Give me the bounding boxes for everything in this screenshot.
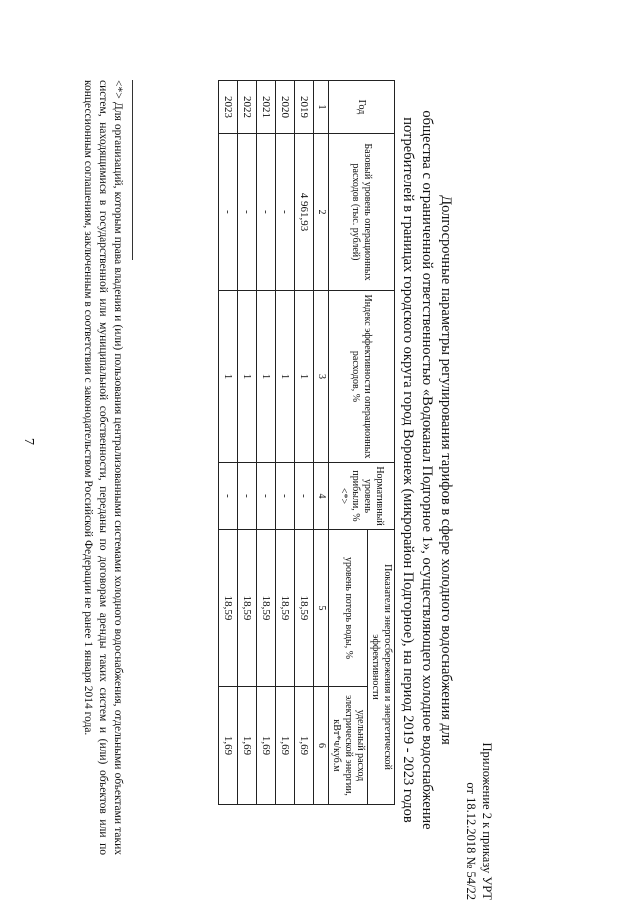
cell-year: 2023 (219, 81, 238, 134)
cell-year: 2021 (257, 81, 276, 134)
cell-base-level: - (238, 134, 257, 291)
cell-water-loss: 18,59 (295, 530, 314, 687)
document-title (398, 40, 455, 900)
column-number: 6 (314, 687, 329, 805)
table-row (257, 81, 276, 805)
table-row (295, 81, 314, 805)
cell-base-level: - (219, 134, 238, 291)
cell-year: 2019 (295, 81, 314, 134)
cell-base-level: 4 961,93 (295, 134, 314, 291)
cell-efficiency-index: 1 (219, 291, 238, 463)
header-base-level: Базовый уровень операционных расходов (тыс. рублей) (329, 134, 395, 291)
column-number: 4 (314, 463, 329, 530)
cell-normative-profit: - (276, 463, 295, 530)
cell-water-loss: 18,59 (276, 530, 295, 687)
cell-water-loss: 18,59 (238, 530, 257, 687)
cell-electricity: 1,69 (276, 687, 295, 805)
cell-normative-profit: - (257, 463, 276, 530)
cell-water-loss: 18,59 (219, 530, 238, 687)
cell-electricity: 1,69 (257, 687, 276, 805)
cell-efficiency-index: 1 (257, 291, 276, 463)
header-efficiency-index: Индекс эффективности операционных расходов, % (329, 291, 395, 463)
tariff-parameters-table (218, 80, 395, 805)
cell-efficiency-index: 1 (295, 291, 314, 463)
table-row (219, 81, 238, 805)
table-row (238, 81, 257, 805)
header-electricity: удельный расход электрической энергии, кВт*ч/куб.м (329, 687, 368, 805)
column-number: 2 (314, 134, 329, 291)
header-water-loss: уровень потерь воды, % (329, 530, 368, 687)
appendix-line-1: Приложение 2 к приказу УРТ (480, 742, 494, 900)
title-line-2: общества с ограниченной ответственностью «Водоканал Подгорное 1», осуществляющего холодное водоснабжение (419, 110, 435, 830)
document-sheet (25, 40, 495, 900)
cell-base-level: - (257, 134, 276, 291)
header-normative-profit: Нормативный уровень прибыли, % <*> (329, 463, 395, 530)
cell-year: 2022 (238, 81, 257, 134)
cell-water-loss: 18,59 (257, 530, 276, 687)
cell-electricity: 1,69 (238, 687, 257, 805)
header-energy-group: Показатели энергосбережения и энергетической эффективности (368, 530, 395, 805)
column-number: 5 (314, 530, 329, 687)
table-row (276, 81, 295, 805)
title-line-3: потребителей в границах городского округа город Воронеж (микрорайон Подгорное), на период 2019 - 2023 годов (400, 117, 416, 823)
cell-electricity: 1,69 (219, 687, 238, 805)
appendix-line-2: от 18.12.2018 № 54/22 (464, 782, 478, 900)
appendix-header (463, 640, 495, 900)
column-number-row (314, 81, 329, 805)
cell-normative-profit: - (295, 463, 314, 530)
cell-normative-profit: - (238, 463, 257, 530)
column-number: 1 (314, 81, 329, 134)
page-number: 7 (21, 438, 36, 445)
footnote-divider (132, 80, 133, 260)
footnote: <*> Для организаций, которым права владения и (или) пользования централизованными системами холодного водоснабжения, отдельными объектами таких систем, находящимися в государственной или муниципальной собственности, переданы по договорам аренды таких систем и (или) объектов или по концессионным соглашениям, заключенным в соответствии с законодательством Российской Федерации не ранее 1 января 2014 года. (82, 80, 124, 855)
cell-electricity: 1,69 (295, 687, 314, 805)
cell-year: 2020 (276, 81, 295, 134)
cell-base-level: - (276, 134, 295, 291)
header-year: Год (329, 81, 395, 134)
title-line-1: Долгосрочные параметры регулирования тарифов в сфере холодного водоснабжения для (438, 195, 454, 745)
column-number: 3 (314, 291, 329, 463)
cell-normative-profit: - (219, 463, 238, 530)
cell-efficiency-index: 1 (276, 291, 295, 463)
cell-efficiency-index: 1 (238, 291, 257, 463)
